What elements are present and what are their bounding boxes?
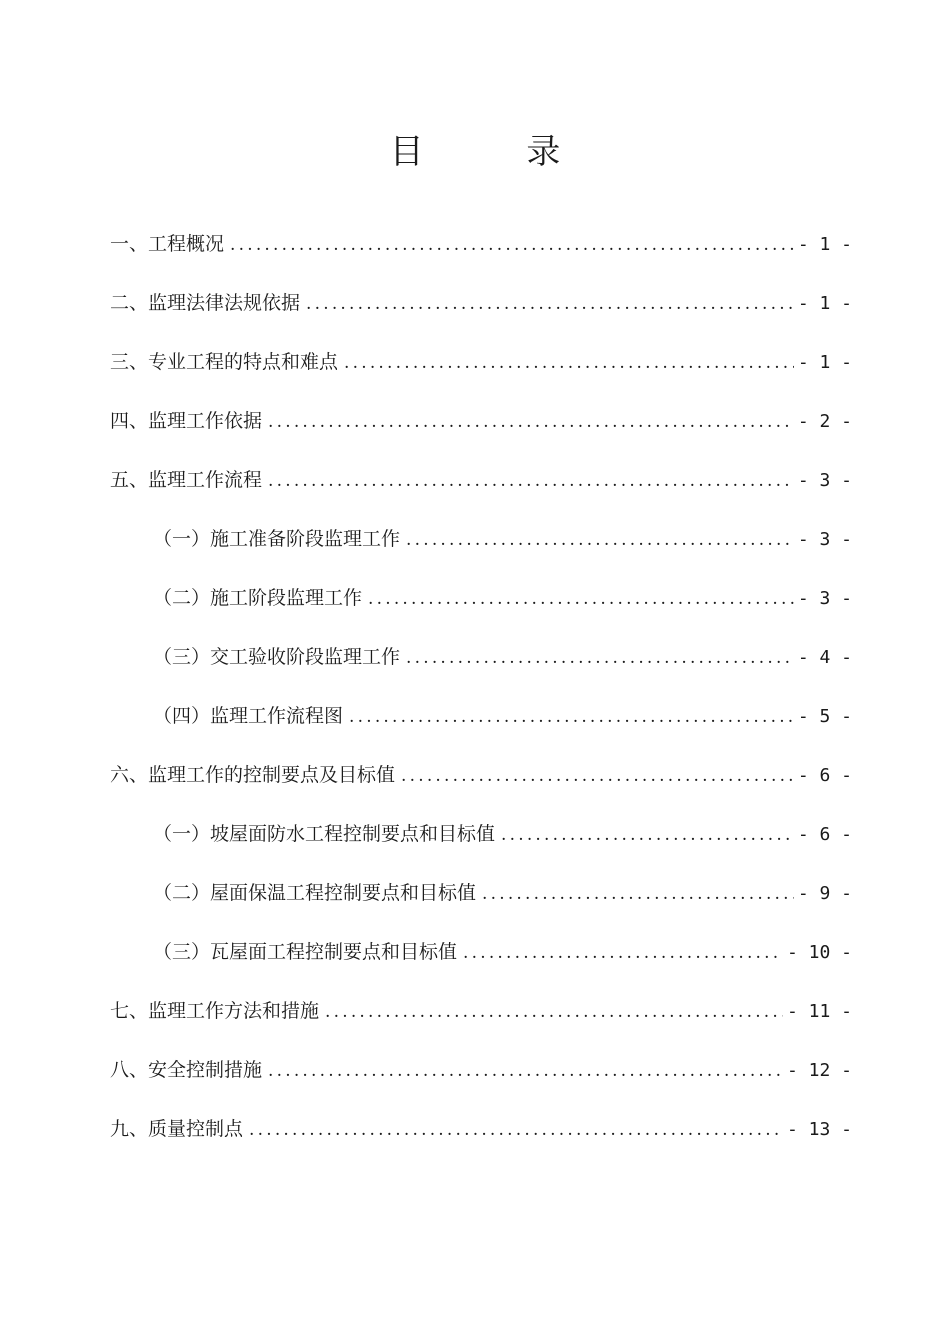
toc-entry-title: 九、质量控制点 [110, 1118, 244, 1140]
toc-page-number: - 4 - [797, 647, 852, 668]
toc-page-number: - 2 - [797, 411, 852, 432]
toc-entry-title: 八、安全控制措施 [110, 1059, 263, 1081]
toc-entry-title: （一）施工准备阶段监理工作 [153, 528, 401, 550]
toc-page-number: - 3 - [797, 529, 852, 550]
toc-entry-title: 七、监理工作方法和措施 [110, 1000, 320, 1022]
toc-entry[interactable] [110, 996, 852, 1026]
toc-entry-title: 四、监理工作依据 [110, 410, 263, 432]
toc-page-number: - 5 - [797, 706, 852, 727]
toc-entry[interactable] [110, 347, 852, 377]
toc-dot-leader [268, 1056, 783, 1086]
toc-entry-title: （三）瓦屋面工程控制要点和目标值 [153, 941, 458, 963]
toc-dot-leader [344, 348, 794, 378]
toc-dot-leader [463, 938, 783, 968]
toc-entry[interactable] [110, 229, 852, 259]
toc-entry[interactable] [153, 642, 852, 672]
toc-dot-leader [406, 525, 794, 555]
toc-dot-leader [501, 820, 794, 850]
toc-page-number: - 1 - [797, 234, 852, 255]
toc-entry-title: 六、监理工作的控制要点及目标值 [110, 764, 396, 786]
toc-page-number: - 3 - [797, 588, 852, 609]
toc-dot-leader [406, 643, 794, 673]
toc-entry-title: （一）坡屋面防水工程控制要点和目标值 [153, 823, 496, 845]
toc-entry[interactable] [153, 701, 852, 731]
toc-dot-leader [349, 702, 794, 732]
toc-entry[interactable] [110, 465, 852, 495]
toc-entry[interactable] [110, 1055, 852, 1085]
toc-entry[interactable] [110, 288, 852, 318]
toc-page-number: - 9 - [797, 883, 852, 904]
toc-page-number: - 6 - [797, 824, 852, 845]
toc-entry-title: 一、工程概况 [110, 233, 225, 255]
toc-entry[interactable] [153, 819, 852, 849]
toc-dot-leader [230, 230, 794, 260]
toc-dot-leader [482, 879, 794, 909]
toc-entry-title: （三）交工验收阶段监理工作 [153, 646, 401, 668]
toc-entry-title: 二、监理法律法规依据 [110, 292, 301, 314]
toc-dot-leader [325, 997, 783, 1027]
toc-page-number: - 13 - [786, 1119, 852, 1140]
toc-dot-leader [368, 584, 794, 614]
toc-page-number: - 1 - [797, 352, 852, 373]
page-title: 目 录 [389, 132, 607, 172]
toc-entry[interactable] [153, 878, 852, 908]
toc-dot-leader [401, 761, 794, 791]
toc-entry[interactable] [153, 937, 852, 967]
toc-dot-leader [268, 407, 794, 437]
toc-entry-title: （二）屋面保温工程控制要点和目标值 [153, 882, 477, 904]
toc-entry[interactable] [110, 760, 852, 790]
toc-dot-leader [268, 466, 794, 496]
toc-dot-leader [249, 1115, 783, 1145]
toc-page-number: - 3 - [797, 470, 852, 491]
toc-page-number: - 6 - [797, 765, 852, 786]
toc-entry[interactable] [110, 1114, 852, 1144]
toc-entry-title: 三、专业工程的特点和难点 [110, 351, 339, 373]
toc-entry-title: （四）监理工作流程图 [153, 705, 344, 727]
toc-entry-title: （二）施工阶段监理工作 [153, 587, 363, 609]
toc-entry-title: 五、监理工作流程 [110, 469, 263, 491]
toc-page-number: - 12 - [786, 1060, 852, 1081]
toc-page-number: - 1 - [797, 293, 852, 314]
toc-dot-leader [306, 289, 794, 319]
toc-page-number: - 11 - [786, 1001, 852, 1022]
toc-entry[interactable] [110, 406, 852, 436]
toc-entry[interactable] [153, 583, 852, 613]
toc-entry[interactable] [153, 524, 852, 554]
toc-page-number: - 10 - [786, 942, 852, 963]
